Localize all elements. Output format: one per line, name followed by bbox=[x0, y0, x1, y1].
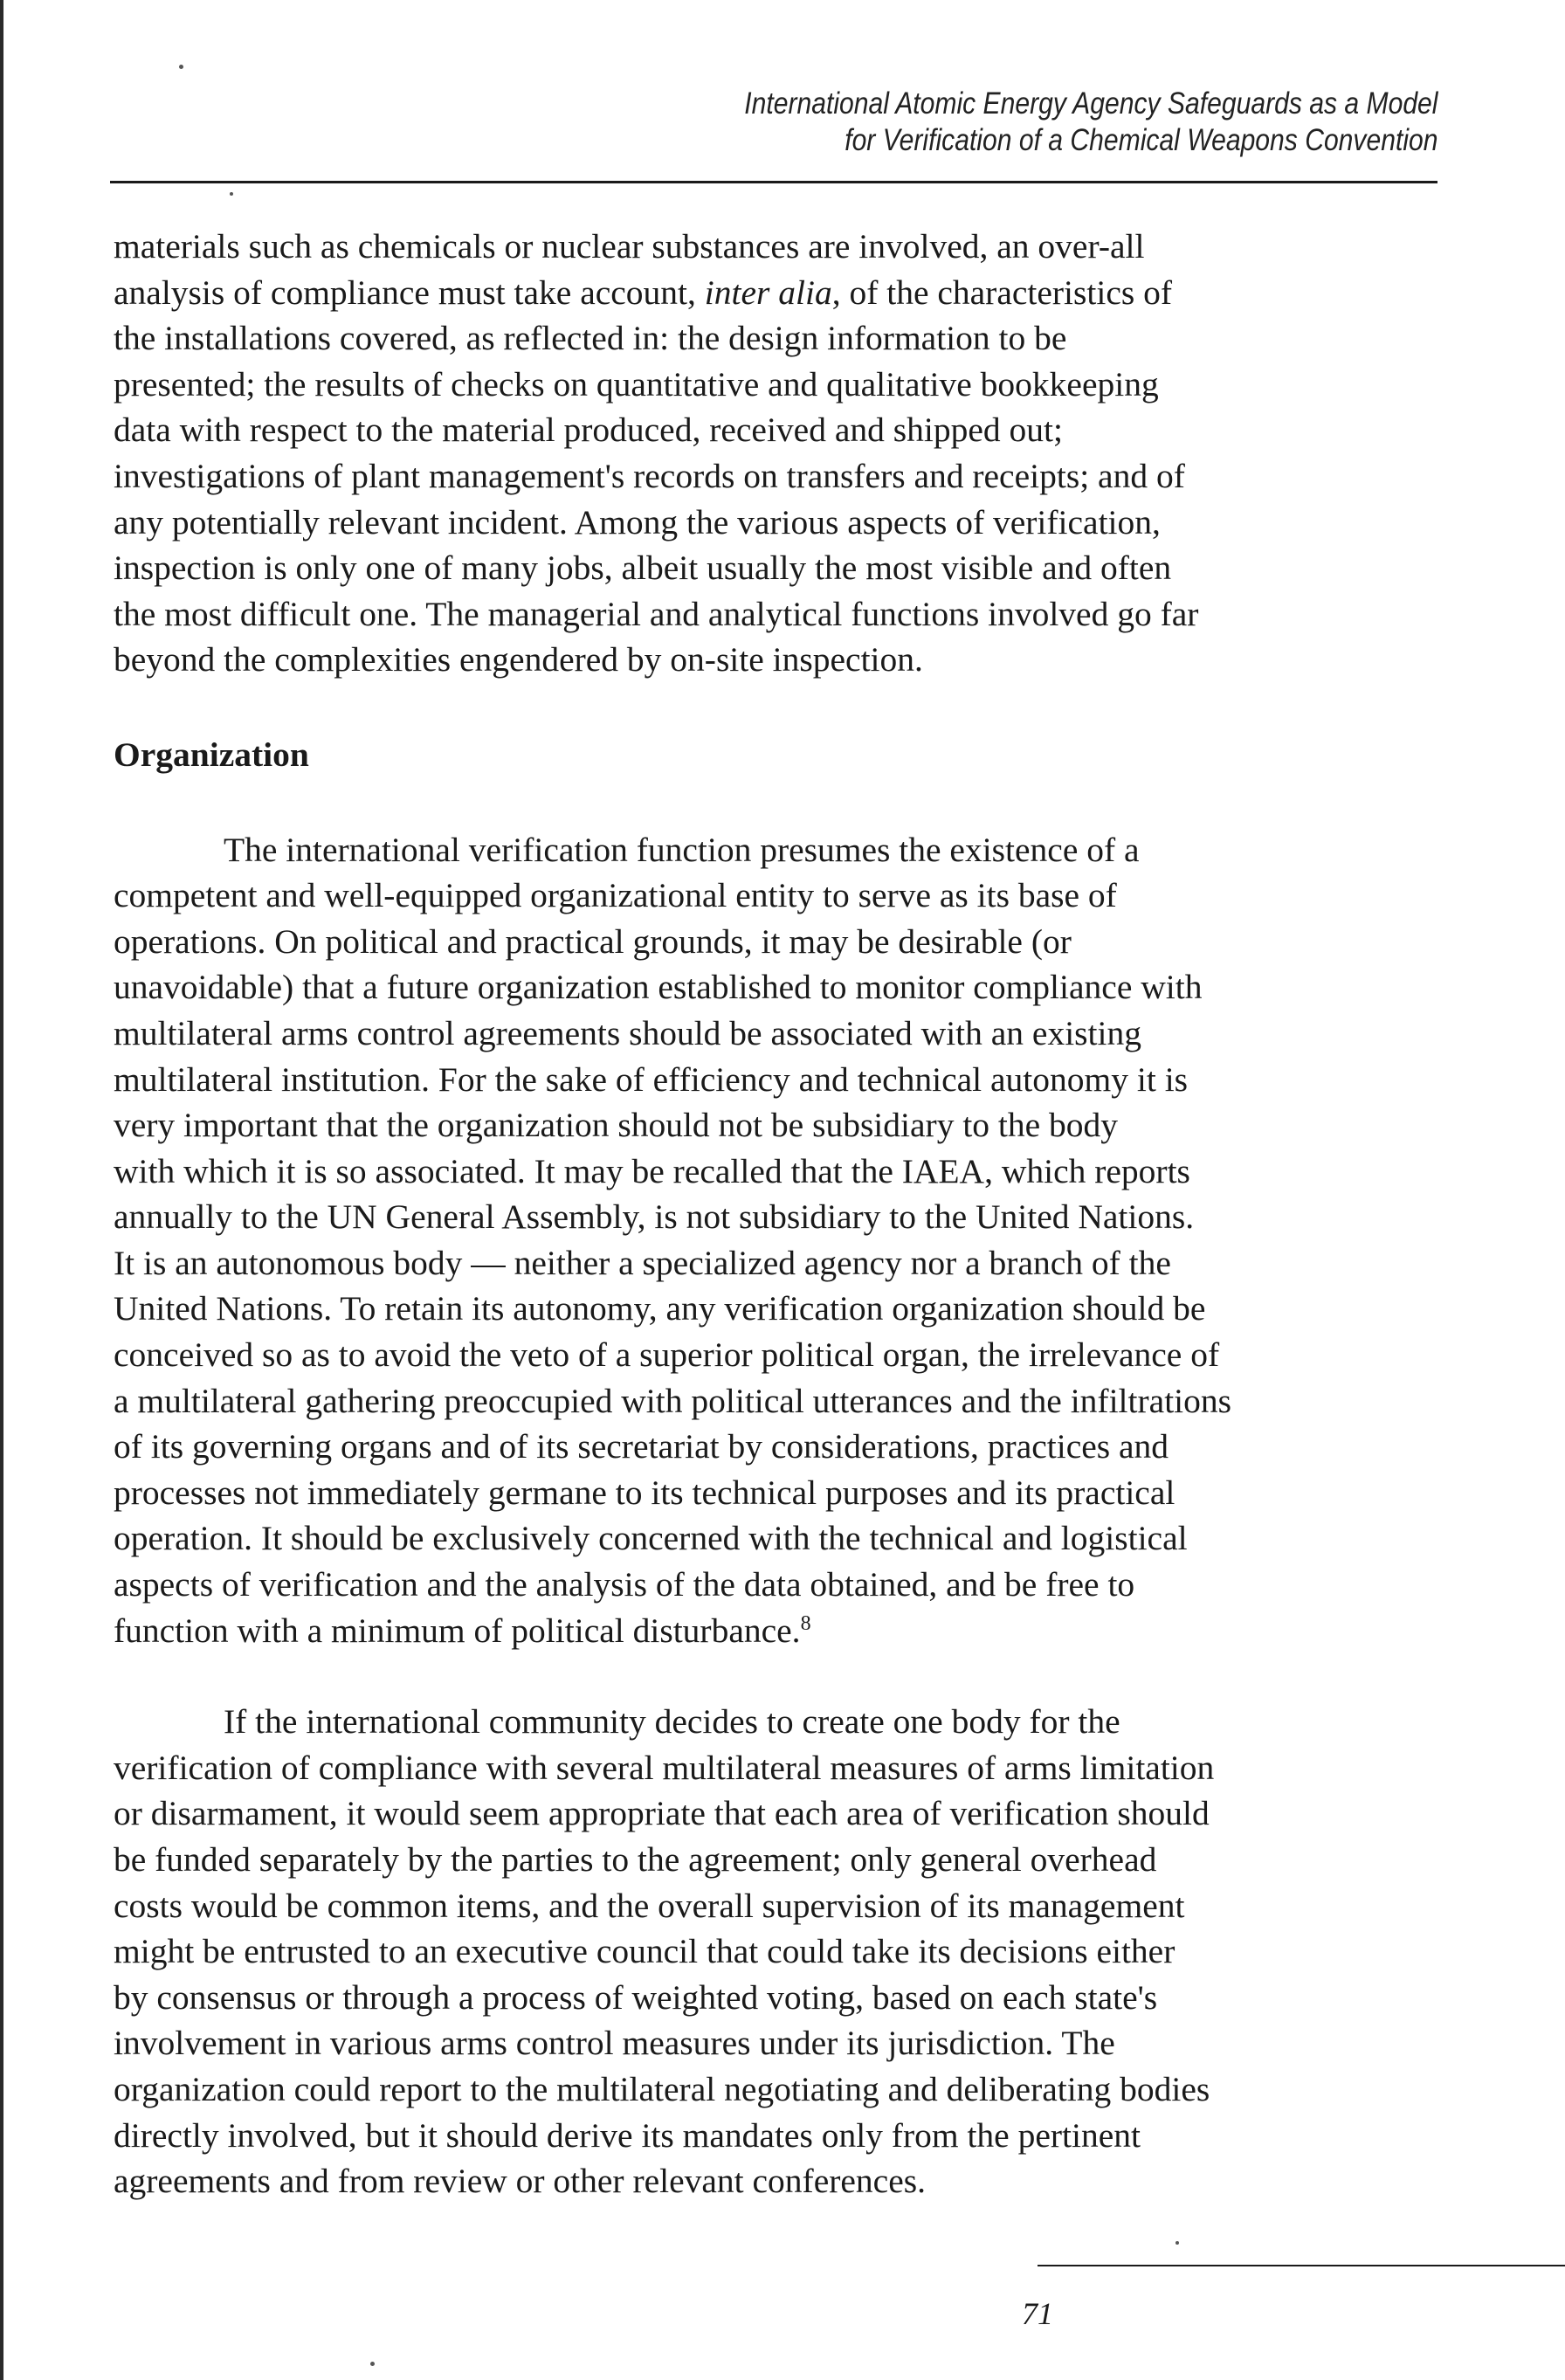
text-span: analysis of compliance must take account, bbox=[114, 272, 705, 312]
paragraph-3 bbox=[114, 1699, 1450, 2204]
scan-speck bbox=[230, 192, 233, 196]
text-line bbox=[114, 1608, 1450, 1654]
footer-rule bbox=[1038, 2265, 1565, 2266]
body-text bbox=[114, 224, 1450, 2204]
text-line: competent and well-equipped organizational entity to serve as its base of bbox=[114, 876, 1117, 915]
scan-speck bbox=[179, 65, 183, 69]
text-line: be funded separately by the parties to the agreement; only general overhead bbox=[114, 1840, 1157, 1879]
text-line bbox=[114, 270, 1450, 316]
text-line: or disarmament, it would seem appropriate that each area of verification should bbox=[114, 1794, 1210, 1833]
footnote-mark: 8 bbox=[800, 1611, 811, 1635]
text-span: function with a minimum of political disturbance. bbox=[114, 1611, 801, 1650]
scan-left-edge bbox=[0, 0, 3, 2380]
paragraph-1 bbox=[114, 224, 1450, 683]
text-line: aspects of verification and the analysis of the data obtained, and be free to bbox=[114, 1565, 1135, 1604]
text-line: inspection is only one of many jobs, albeit usually the most visible and often bbox=[114, 548, 1172, 588]
text-line: might be entrusted to an executive council that could take its decisions either bbox=[114, 1932, 1175, 1971]
text-line: unavoidable) that a future organization established to monitor compliance with bbox=[114, 968, 1203, 1007]
text-line: investigations of plant management's records on transfers and receipts; and of bbox=[114, 456, 1185, 495]
text-line: data with respect to the material produced, received and shipped out; bbox=[114, 410, 1063, 450]
text-line: operation. It should be exclusively concerned with the technical and logistical bbox=[114, 1519, 1188, 1558]
text-line: the installations covered, as reflected in: the design information to be bbox=[114, 319, 1067, 358]
text-line: United Nations. To retain its autonomy, any verification organization should be bbox=[114, 1289, 1206, 1328]
text-line: very important that the organization should not be subsidiary to the body bbox=[114, 1106, 1119, 1145]
section-heading: Organization bbox=[114, 735, 309, 774]
text-line: It is an autonomous body — neither a specialized agency nor a branch of the bbox=[114, 1243, 1171, 1282]
latin-phrase: inter alia bbox=[704, 272, 832, 312]
running-head bbox=[744, 86, 1437, 159]
text-line: agreements and from review or other relevant conferences. bbox=[114, 2162, 926, 2201]
text-line: of its governing organs and of its secretariat by considerations, practices and bbox=[114, 1427, 1169, 1466]
text-line: by consensus or through a process of weighted voting, based on each state's bbox=[114, 1977, 1158, 2017]
text-line: directly involved, but it should derive its mandates only from the pertinent bbox=[114, 2115, 1141, 2155]
scan-speck bbox=[370, 2362, 375, 2366]
text-line: materials such as chemicals or nuclear substances are involved, an over-all bbox=[114, 227, 1145, 266]
text-line: with which it is so associated. It may be recalled that the IAEA, which reports bbox=[114, 1151, 1190, 1190]
text-span: , of the characteristics of bbox=[831, 272, 1173, 312]
scan-speck bbox=[1175, 2241, 1179, 2245]
text-line: If the international community decides to create one body for the bbox=[224, 1702, 1120, 1742]
text-line: The international verification function presumes the existence of a bbox=[224, 830, 1140, 869]
text-line: processes not immediately germane to its technical purposes and its practical bbox=[114, 1473, 1175, 1512]
paragraph-2 bbox=[114, 827, 1450, 1654]
text-line: a multilateral gathering preoccupied with political utterances and the infiltrations bbox=[114, 1381, 1232, 1420]
text-line: presented; the results of checks on quantitative and qualitative bookkeeping bbox=[114, 364, 1159, 404]
text-line: multilateral institution. For the sake of efficiency and technical autonomy it is bbox=[114, 1059, 1189, 1099]
text-line: costs would be common items, and the overall supervision of its management bbox=[114, 1886, 1185, 1925]
text-line: operations. On political and practical grounds, it may be desirable (or bbox=[114, 921, 1072, 961]
text-line: beyond the complexities engendered by on-site inspection. bbox=[114, 640, 923, 680]
text-line: involvement in various arms control measures under its jurisdiction. The bbox=[114, 2024, 1115, 2063]
text-line: the most difficult one. The managerial and analytical functions involved go far bbox=[114, 594, 1199, 633]
text-line: annually to the UN General Assembly, is not subsidiary to the United Nations. bbox=[114, 1197, 1195, 1237]
text-line: verification of compliance with several multilateral measures of arms limitation bbox=[114, 1748, 1215, 1787]
text-line: any potentially relevant incident. Among the various aspects of verification, bbox=[114, 502, 1161, 542]
text-line: conceived so as to avoid the veto of a superior political organ, the irrelevance of bbox=[114, 1335, 1220, 1375]
running-head-line-1: International Atomic Energy Agency Safeguards as a Model bbox=[743, 86, 1437, 121]
running-head-line-2: for Verification of a Chemical Weapons Convention bbox=[844, 123, 1437, 157]
page-number: 71 bbox=[1022, 2296, 1053, 2331]
text-line: organization could report to the multilateral negotiating and deliberating bodies bbox=[114, 2069, 1210, 2108]
header-rule bbox=[110, 181, 1437, 183]
text-line: multilateral arms control agreements should be associated with an existing bbox=[114, 1013, 1141, 1052]
